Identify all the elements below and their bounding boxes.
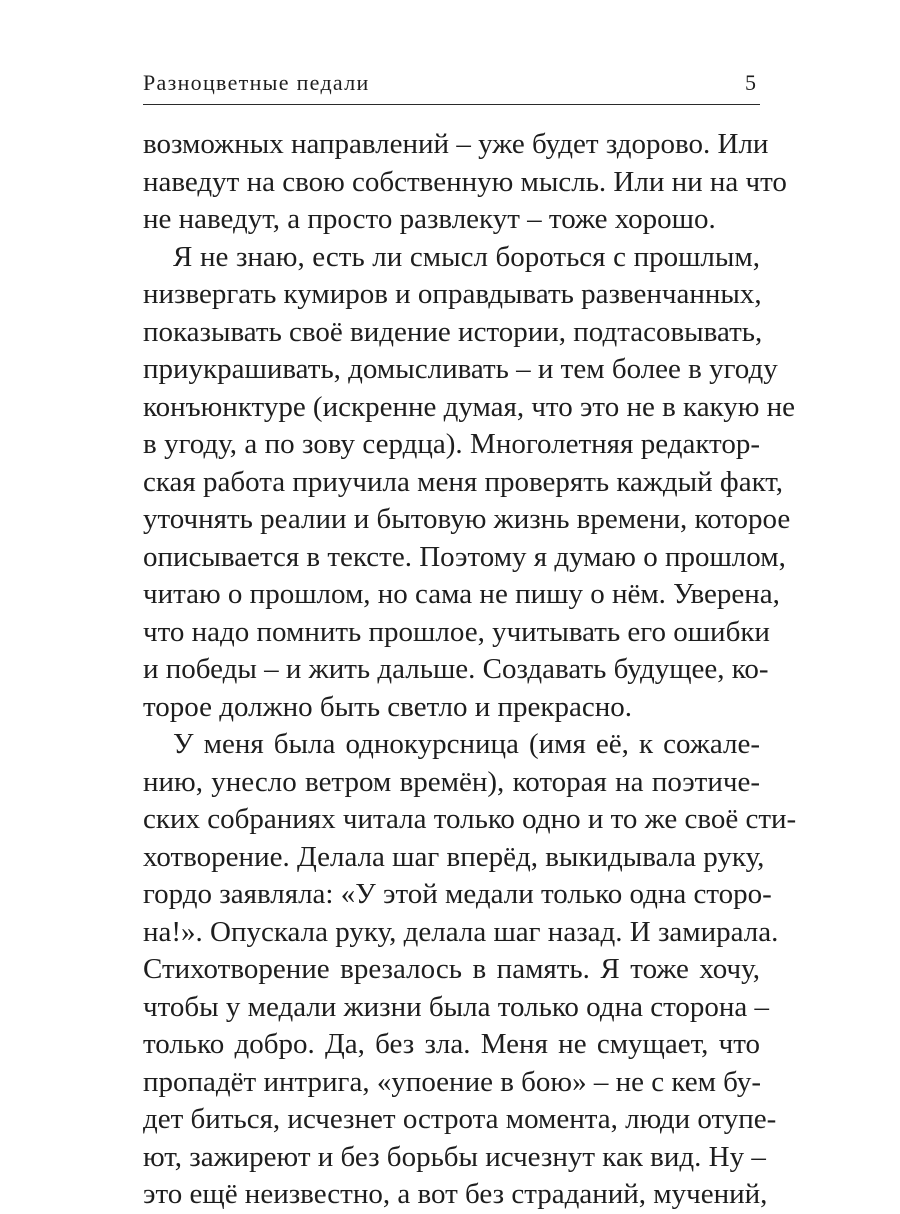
text-line: хотворение. Делала шаг вперёд, выкидывала руку, [143, 840, 765, 873]
text-line: описывается в тексте. Поэтому я думаю о прошлом, [143, 540, 786, 573]
paragraph-3 [143, 726, 797, 1214]
text-line: гордо заявляла: «У этой медали только одна сторо- [143, 878, 772, 910]
page-number: 5 [745, 70, 756, 95]
text-line: наведут на свою собственную мысль. Или ни на что [143, 165, 787, 198]
text-line: ских собраниях читала только одно и то же своё сти- [143, 803, 797, 835]
text-line: это ещё неизвестно, а вот без страданий, мучений, [143, 1178, 768, 1210]
header-rule [143, 104, 760, 105]
text-line: торое должно быть светло и прекрасно. [143, 690, 633, 723]
paragraph-2 [143, 239, 796, 727]
text-line: показывать своё видение истории, подтасовывать, [143, 315, 763, 348]
text-line: нию, унесло ветром времён), которая на поэтиче- [143, 765, 760, 798]
text-line: и победы – и жить дальше. Создавать будущее, ко- [143, 653, 769, 685]
text-line: Я не знаю, есть ли смысл бороться с прошлым, [173, 240, 760, 273]
text-line: только добро. Да, без зла. Меня не смущает, что [143, 1028, 760, 1060]
text-line: на!». Опускала руку, делала шаг назад. И замирала. [143, 915, 779, 948]
paragraph-1 [143, 126, 787, 239]
body-text [143, 126, 797, 1214]
text-line: У меня была однокурсница (имя её, к сожале- [173, 728, 760, 760]
text-line: ют, зажиреют и без борьбы исчезнут как вид. Ну – [143, 1140, 766, 1173]
text-line: низвергать кумиров и оправдывать развенчанных, [143, 278, 762, 310]
text-line: конъюнктуре (искренне думая, что это не в какую не [143, 390, 796, 423]
text-line: в угоду, а по зову сердца). Многолетняя редактор- [143, 428, 760, 460]
text-line: приукрашивать, домысливать – и тем более в угоду [143, 353, 778, 385]
running-title: Разноцветные педали [143, 70, 370, 95]
text-line: дет биться, исчезнет острота момента, люди отупе- [143, 1103, 777, 1135]
running-head [143, 66, 760, 100]
text-line: возможных направлений – уже будет здорово. Или [143, 128, 769, 160]
text-line: не наведут, а просто развлекут – тоже хорошо. [143, 203, 716, 235]
text-line: уточнять реалии и бытовую жизнь времени, которое [143, 503, 791, 535]
text-line: Стихотворение врезалось в память. Я тоже хочу, [143, 953, 760, 985]
text-line: пропадёт интрига, «упоение в бою» – не с кем бу- [143, 1065, 761, 1098]
text-line: читаю о прошлом, но сама не пишу о нём. Уверена, [143, 578, 780, 610]
text-line: чтобы у медали жизни была только одна сторона – [143, 990, 770, 1023]
text-line: ская работа приучила меня проверять каждый факт, [143, 465, 784, 498]
text-line: что надо помнить прошлое, учитывать его ошибки [143, 615, 770, 648]
